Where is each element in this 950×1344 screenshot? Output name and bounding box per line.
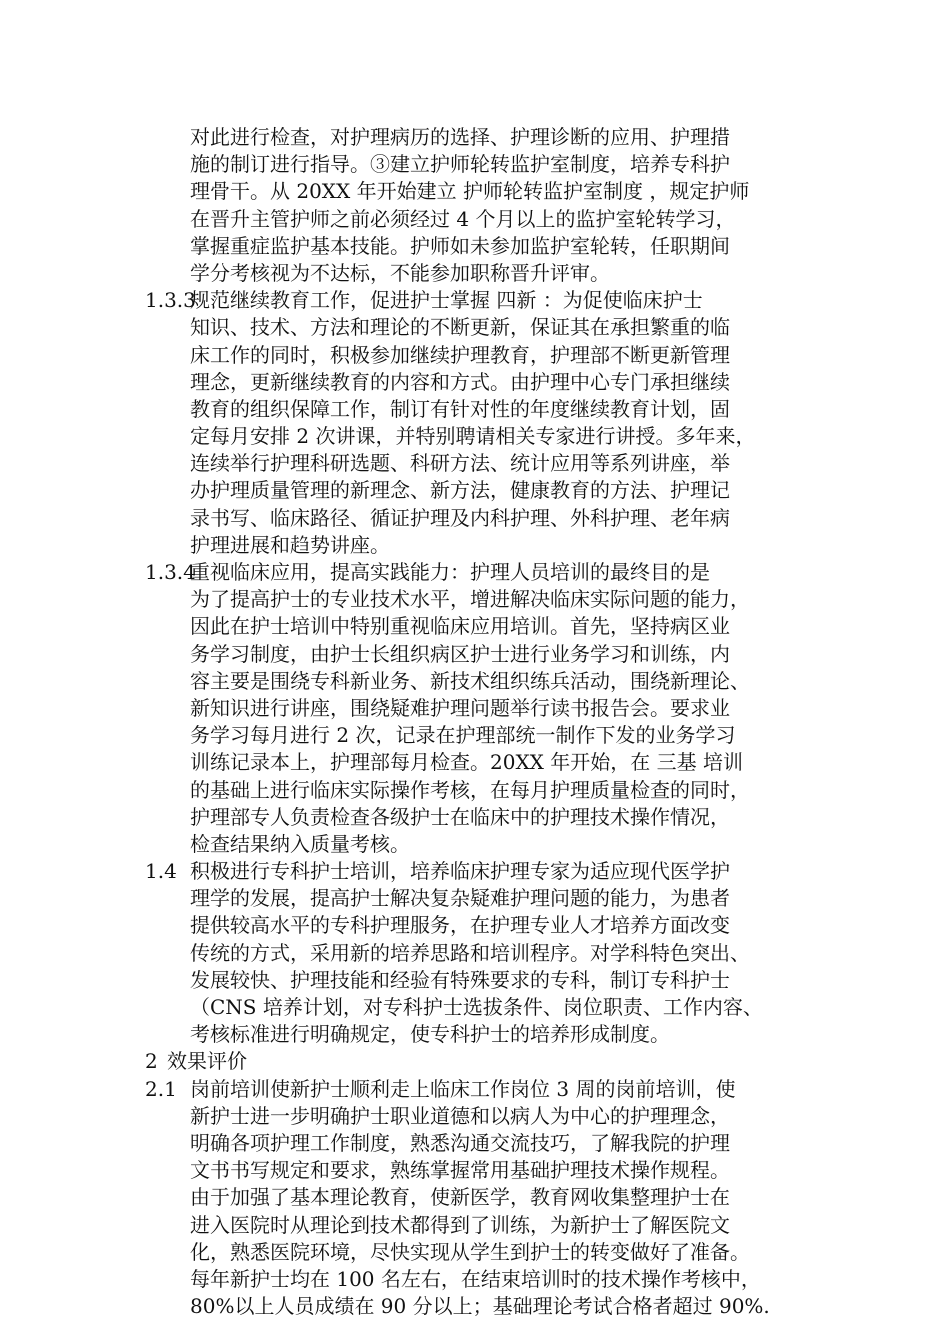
- text-line: 掌握重症监护基本技能。护师如未参加监护室轮转，任职期间: [190, 233, 730, 258]
- text-line: 施的制订进行指导。③建立护师轮转监护室制度，培养专科护: [190, 152, 730, 177]
- text-line: 对此进行检查，对护理病历的选择、护理诊断的应用、护理措: [190, 125, 730, 149]
- text-line: 发展较快、护理技能和经验有特殊要求的专科，制订专科护士: [190, 967, 730, 992]
- text-line: 传统的方式，采用新的培养思路和培训程序。对学科特色突出、: [190, 940, 750, 965]
- text-line: 考核标准进行明确规定，使专科护士的培养形成制度。: [190, 1022, 670, 1047]
- text-line: 容主要是围绕专科新业务、新技术组织练兵活动，围绕新理论、: [190, 668, 750, 693]
- text-line: 由于加强了基本理论教育，使新医学，教育网收集整理护士在: [190, 1185, 730, 1210]
- text-line: 理学的发展，提高护士解决复杂疑难护理问题的能力，为患者: [190, 886, 730, 911]
- text-line: 为了提高护士的专业技术水平，增进解决临床实际问题的能力，: [190, 587, 750, 612]
- text-line: 的基础上进行临床实际操作考核，在每月护理质量检查的同时，: [190, 777, 750, 802]
- text-line: 定每月安排 2 次讲课，并特别聘请相关专家进行讲授。多年来，: [190, 424, 756, 449]
- section-1-3-4: [145, 559, 825, 858]
- text-line: （CNS 培养计划，对专科护士选拔条件、岗位职责、工作内容、: [190, 995, 763, 1019]
- text-line: 规范继续教育工作，促进护士掌握 四新 ：为促使临床护士: [190, 288, 703, 313]
- text-line: 务学习制度，由护士长组织病区护士进行业务学习和训练，内: [190, 641, 730, 666]
- text-line: 文书书写规定和要求，熟练掌握常用基础护理技术操作规程。: [190, 1158, 730, 1183]
- text-line: 新护士进一步明确护士职业道德和以病人为中心的护理理念，: [190, 1103, 730, 1128]
- section-number: 1.4: [145, 859, 177, 884]
- section-1-3-3: [145, 287, 825, 559]
- text-line: 理骨干。从 20XX 年开始建立 护师轮转监护室制度 ，规定护师: [190, 179, 750, 204]
- section-number: 2: [145, 1049, 158, 1074]
- text-line: 提供较高水平的专科护理服务，在护理专业人才培养方面改变: [190, 913, 730, 938]
- text-line: 床工作的同时，积极参加继续护理教育，护理部不断更新管理: [190, 342, 730, 367]
- text-line: 学分考核视为不达标，不能参加职称晋升评审。: [190, 260, 610, 285]
- text-line: 新知识进行讲座，围绕疑难护理问题举行读书报告会。要求业: [190, 695, 730, 720]
- text-line: 岗前培训使新护士顺利走上临床工作岗位 3 周的岗前培训，使: [190, 1076, 736, 1101]
- section-heading: 效果评价: [167, 1049, 247, 1074]
- section-2-1: [145, 1076, 825, 1321]
- section-number: 1.3.4: [145, 560, 196, 584]
- text-line: 积极进行专科护士培训，培养临床护理专家为适应现代医学护: [190, 859, 730, 884]
- text-line: 检查结果纳入质量考核。: [190, 831, 410, 856]
- section-1-4: [145, 858, 825, 1048]
- text-line: 护理部专人负责检查各级护士在临床中的护理技术操作情况，: [190, 804, 730, 829]
- text-line: 连续举行护理科研选题、科研方法、统计应用等系列讲座，举: [190, 451, 730, 476]
- text-line: 因此在护士培训中特别重视临床应用培训。首先，坚持病区业: [190, 614, 730, 639]
- text-line: 80%以上人员成绩在 90 分以上；基础理论考试合格者超过 90%.: [190, 1294, 770, 1319]
- text-line: 在晋升主管护师之前必须经过 4 个月以上的监护室轮转学习，: [190, 206, 736, 231]
- text-line: 每年新护士均在 100 名左右，在结束培训时的技术操作考核中，: [190, 1266, 761, 1291]
- text-line: 知识、技术、方法和理论的不断更新，保证其在承担繁重的临: [190, 315, 730, 340]
- text-line: 重视临床应用，提高实践能力：护理人员培训的最终目的是: [190, 560, 710, 584]
- text-line: 进入医院时从理论到技术都得到了训练，为新护士了解医院文: [190, 1212, 730, 1237]
- section-number: 1.3.3: [145, 288, 196, 313]
- text-line: 务学习每月进行 2 次，记录在护理部统一制作下发的业务学习: [190, 723, 736, 748]
- text-line: 录书写、临床路径、循证护理及内科护理、外科护理、老年病: [190, 505, 730, 530]
- text-line: 教育的组织保障工作，制订有针对性的年度继续教育计划，固: [190, 396, 730, 421]
- section-number: 2.1: [145, 1076, 177, 1101]
- text-line: 训练记录本上，护理部每月检查。20XX 年开始，在 三基 培训: [190, 750, 743, 775]
- text-line: 办护理质量管理的新理念、新方法，健康教育的方法、护理记: [190, 478, 730, 503]
- text-line: 护理进展和趋势讲座。: [190, 532, 390, 557]
- text-line: 明确各项护理工作制度，熟悉沟通交流技巧，了解我院的护理: [190, 1130, 730, 1155]
- text-line: 化，熟悉医院环境，尽快实现从学生到护士的转变做好了准备。: [190, 1239, 750, 1264]
- paragraph-continuation: [145, 124, 825, 287]
- section-2-heading: [145, 1048, 825, 1075]
- document-body: [145, 124, 825, 1320]
- text-line: 理念，更新继续教育的内容和方式。由护理中心专门承担继续: [190, 369, 730, 394]
